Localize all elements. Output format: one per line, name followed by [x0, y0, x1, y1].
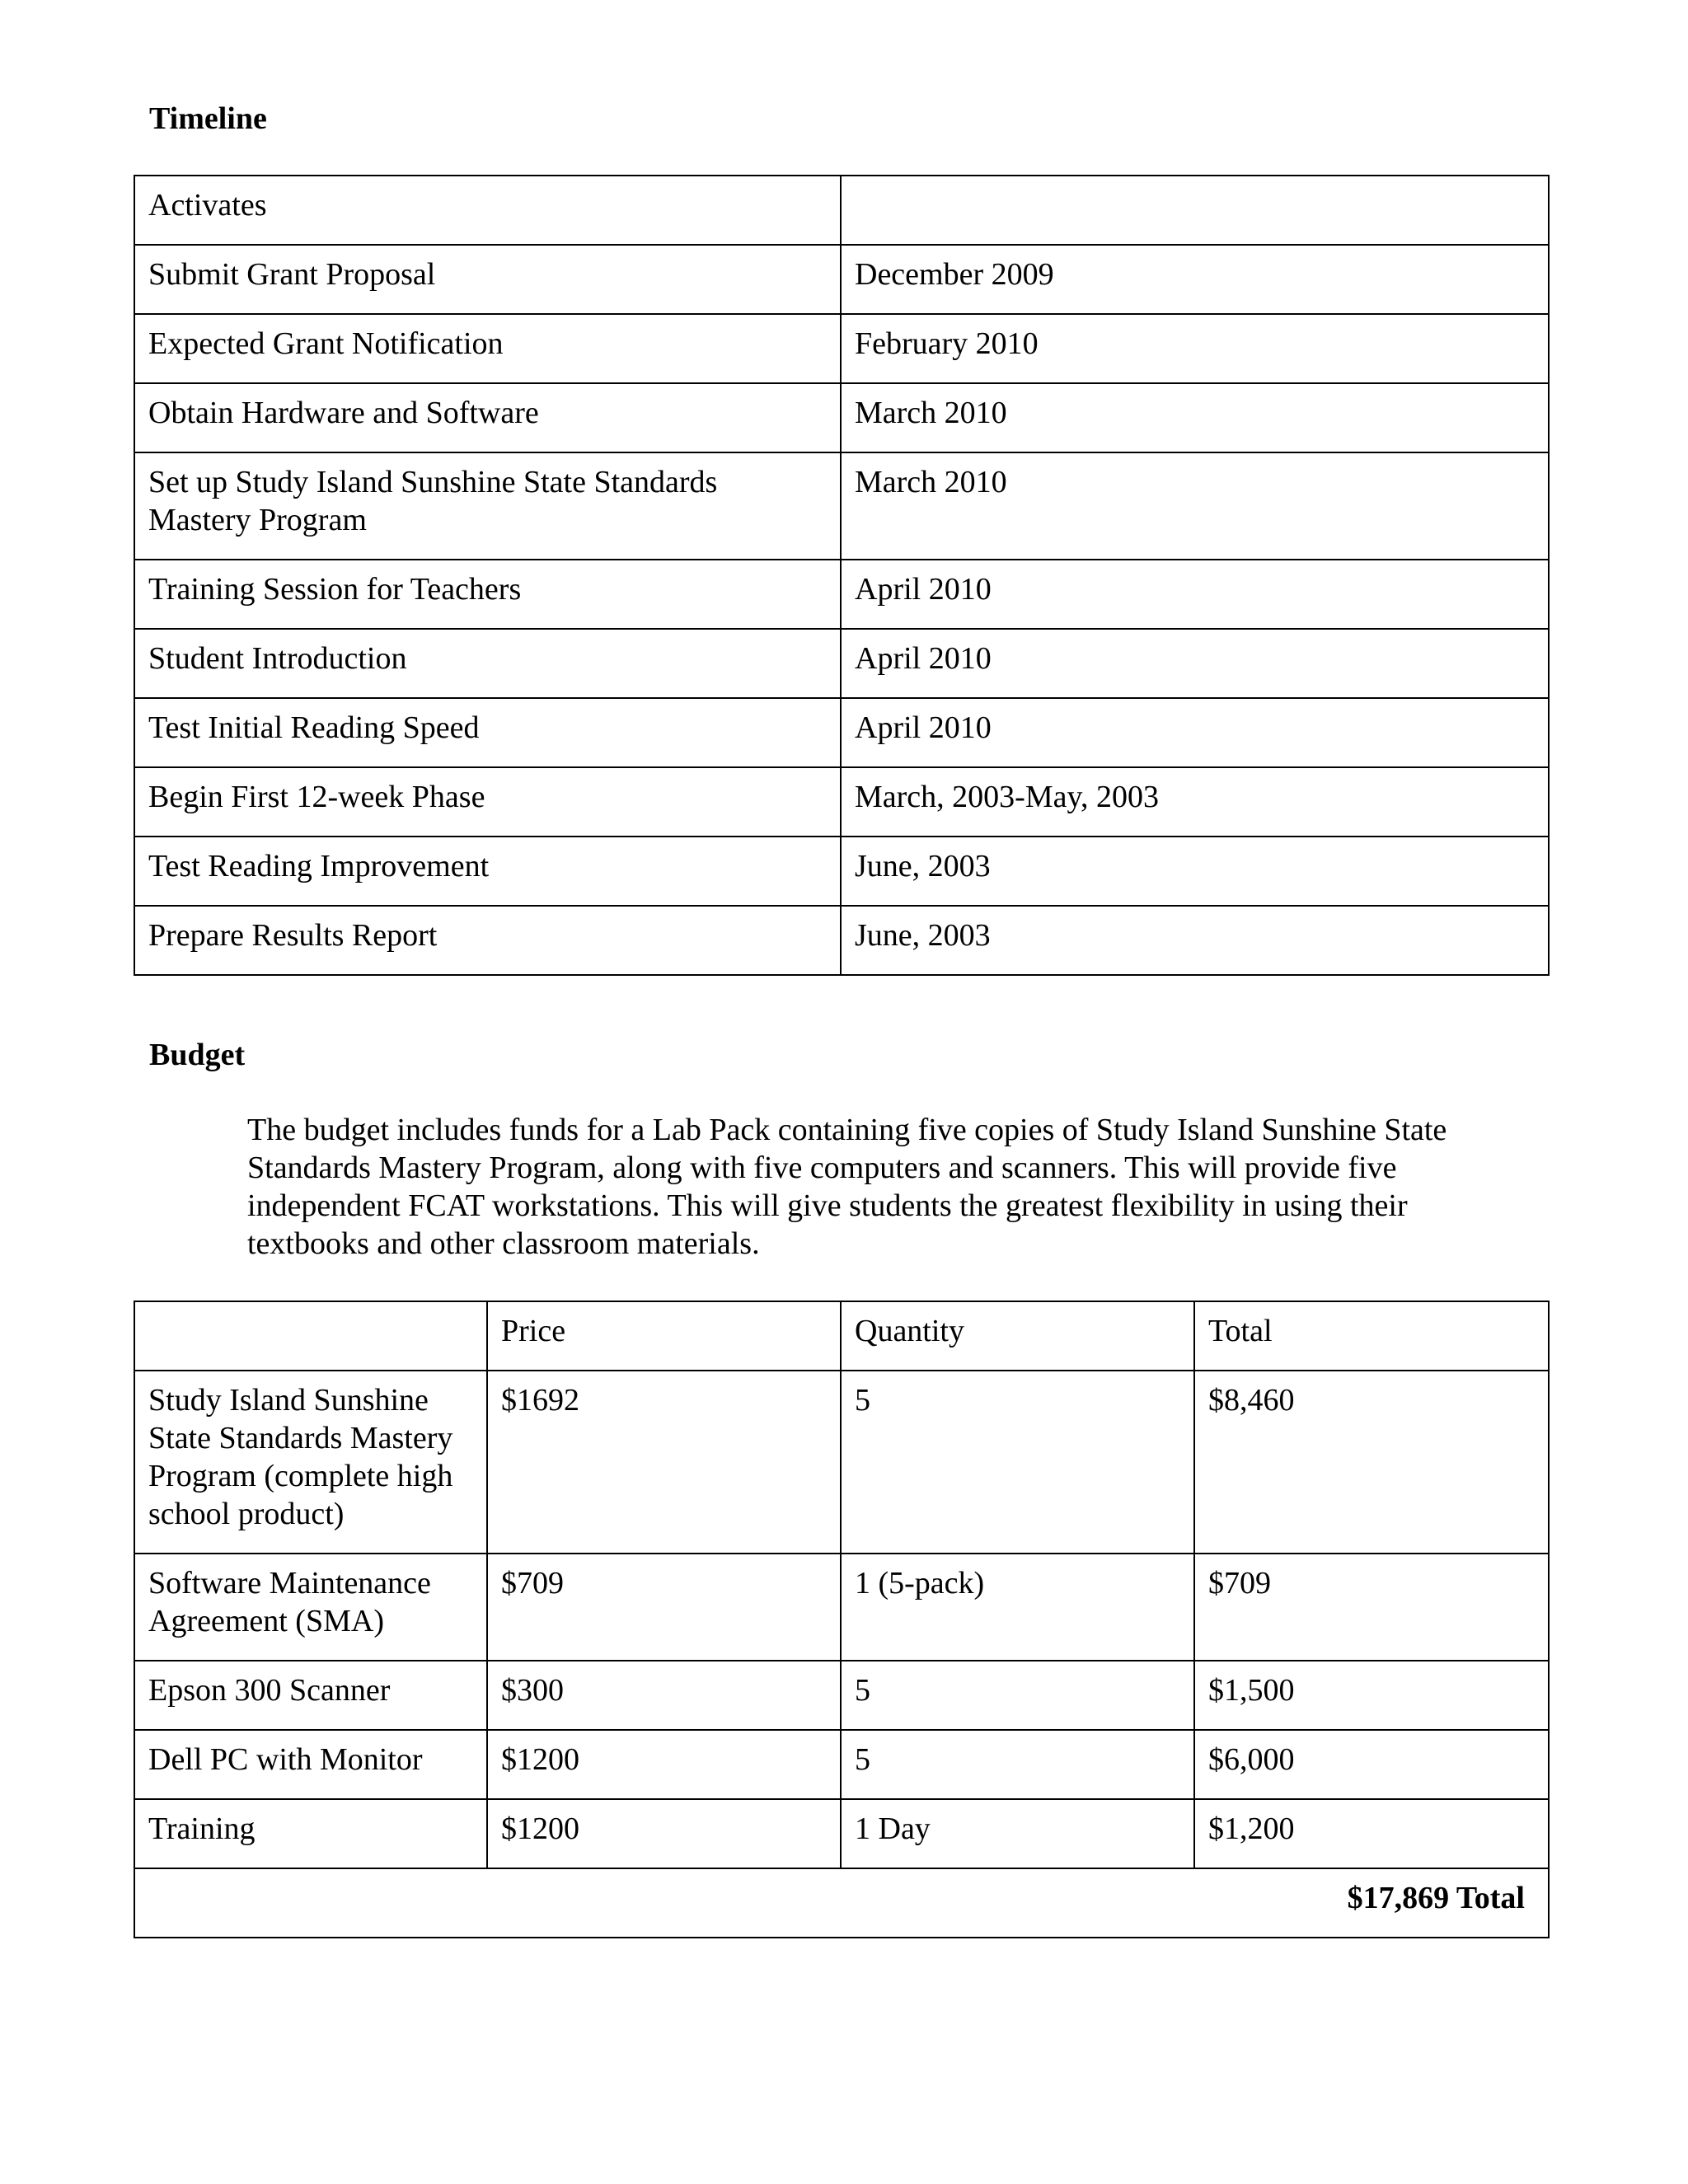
budget-heading: Budget: [149, 1038, 246, 1072]
timeline-date: April 2010: [841, 560, 1549, 629]
budget-description: The budget includes funds for a Lab Pack containing five copies of Study Island Sunshine State Standards Mastery Program, along with five computers and scanners. This will provide five independent FCAT workstations. This will give students the greatest flexibility in using their textbooks and other classroom materials.: [247, 1113, 1447, 1261]
budget-quantity: 5: [841, 1371, 1194, 1554]
table-row: [134, 176, 1549, 245]
table-row: [134, 837, 1549, 906]
timeline-activity: Set up Study Island Sunshine State Standards Mastery Program: [134, 452, 841, 560]
budget-item: Software Maintenance Agreement (SMA): [134, 1554, 487, 1661]
table-row: [134, 698, 1549, 767]
table-row: [134, 629, 1549, 698]
timeline-activity: Training Session for Teachers: [134, 560, 841, 629]
timeline-activity: Submit Grant Proposal: [134, 245, 841, 314]
timeline-activity: Prepare Results Report: [134, 906, 841, 975]
budget-item: Study Island Sunshine State Standards Mastery Program (complete high school product): [134, 1371, 487, 1554]
table-row: [134, 314, 1549, 383]
timeline-table: [134, 175, 1550, 976]
budget-item: Dell PC with Monitor: [134, 1730, 487, 1799]
budget-price: $300: [487, 1661, 841, 1730]
budget-header-total: Total: [1194, 1301, 1549, 1371]
table-row: [134, 452, 1549, 560]
timeline-date: December 2009: [841, 245, 1549, 314]
budget-header-price: Price: [487, 1301, 841, 1371]
budget-quantity: 1 (5-pack): [841, 1554, 1194, 1661]
timeline-header-date: [841, 176, 1549, 245]
timeline-activity: Begin First 12-week Phase: [134, 767, 841, 837]
budget-price: $1200: [487, 1730, 841, 1799]
table-row: [134, 1730, 1549, 1799]
budget-total: $1,500: [1194, 1661, 1549, 1730]
budget-total: $6,000: [1194, 1730, 1549, 1799]
budget-total: $8,460: [1194, 1371, 1549, 1554]
budget-quantity: 5: [841, 1730, 1194, 1799]
timeline-date: March, 2003-May, 2003: [841, 767, 1549, 837]
table-row: [134, 1301, 1549, 1371]
timeline-date: April 2010: [841, 629, 1549, 698]
budget-item: Epson 300 Scanner: [134, 1661, 487, 1730]
timeline-heading: Timeline: [149, 101, 267, 136]
timeline-date: March 2010: [841, 452, 1549, 560]
timeline-date: March 2010: [841, 383, 1549, 452]
timeline-date: June, 2003: [841, 837, 1549, 906]
table-row: [134, 1868, 1549, 1938]
timeline-activity: Student Introduction: [134, 629, 841, 698]
timeline-date: February 2010: [841, 314, 1549, 383]
timeline-activity: Test Initial Reading Speed: [134, 698, 841, 767]
timeline-activity: Test Reading Improvement: [134, 837, 841, 906]
table-row: [134, 906, 1549, 975]
table-row: [134, 1554, 1549, 1661]
timeline-activity: Obtain Hardware and Software: [134, 383, 841, 452]
budget-total: $709: [1194, 1554, 1549, 1661]
table-row: [134, 767, 1549, 837]
timeline-date: June, 2003: [841, 906, 1549, 975]
budget-item: Training: [134, 1799, 487, 1868]
table-row: [134, 245, 1549, 314]
table-row: [134, 1661, 1549, 1730]
budget-header-item: [134, 1301, 487, 1371]
table-row: [134, 1799, 1549, 1868]
table-row: [134, 383, 1549, 452]
table-row: [134, 560, 1549, 629]
timeline-date: April 2010: [841, 698, 1549, 767]
budget-header-quantity: Quantity: [841, 1301, 1194, 1371]
budget-table: [134, 1301, 1550, 1938]
budget-quantity: 5: [841, 1661, 1194, 1730]
timeline-header-activity: Activates: [134, 176, 841, 245]
budget-price: $709: [487, 1554, 841, 1661]
budget-grand-total: $17,869 Total: [134, 1868, 1549, 1938]
timeline-activity: Expected Grant Notification: [134, 314, 841, 383]
budget-price: $1692: [487, 1371, 841, 1554]
table-row: [134, 1371, 1549, 1554]
budget-total: $1,200: [1194, 1799, 1549, 1868]
budget-price: $1200: [487, 1799, 841, 1868]
budget-quantity: 1 Day: [841, 1799, 1194, 1868]
